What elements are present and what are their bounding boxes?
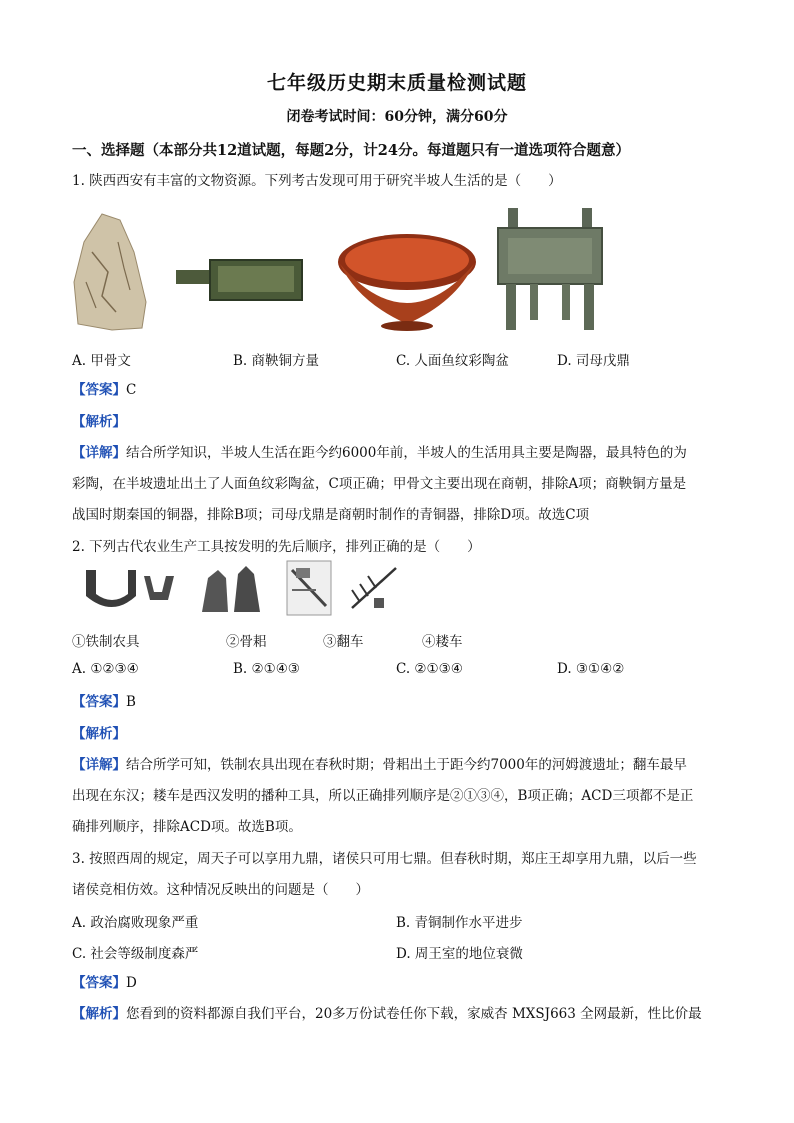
q3-option-d: D. 周王室的地位衰微 (396, 946, 523, 962)
q1-stem: 1. 陕西西安有丰富的文物资源。下列考古发现可用于研究半坡人生活的是（ ） (72, 173, 562, 189)
q2-option-b: B. ②①④③ (233, 661, 300, 677)
q2-label-1: ①铁制农具 (72, 634, 140, 650)
analysis-tag: 【解析】 (72, 1006, 126, 1022)
q3-option-c: C. 社会等级制度森严 (72, 946, 199, 962)
iron-tools-image (82, 566, 180, 614)
square-pallet-chain-pump-image (286, 560, 332, 616)
q1-analysis (72, 412, 126, 432)
q2-stem: 2. 下列古代农业生产工具按发明的先后顺序，排列正确的是（ ） (72, 539, 481, 555)
q1-detail-line-2: 彩陶，在半坡遗址出土了人面鱼纹彩陶盆，C项正确；甲骨文主要出现在商朝，排除A项；商鞅铜方量是 (72, 476, 687, 492)
answer-tag: 【答案】 (72, 975, 126, 991)
detail-tag: 【详解】 (72, 445, 126, 461)
q2-label-4: ④耧车 (422, 634, 463, 650)
q2-option-a: A. ①②③④ (72, 661, 139, 677)
section-heading: 一、选择题（本部分共12道试题，每题2分，计24分。每道题只有一道选项符合题意） (72, 142, 630, 159)
q2-detail-line-3: 确排列顺序，排除ACD项。故选B项。 (72, 819, 302, 835)
page-title: 七年级历史期末质量检测试题 (266, 72, 527, 94)
q2-label-3: ③翻车 (323, 634, 364, 650)
answer-tag: 【答案】 (72, 694, 126, 710)
q3-stem-line-2: 诸侯竞相仿效。这种情况反映出的问题是（ ） (72, 882, 369, 898)
q2-option-d: D. ③①④② (557, 661, 625, 677)
analysis-tag: 【解析】 (72, 414, 126, 430)
q1-option-c: C. 人面鱼纹彩陶盆 (396, 353, 509, 369)
q3-analysis (72, 1004, 702, 1024)
q3-answer-value: D (126, 975, 137, 991)
q1-answer-value: C (126, 382, 137, 398)
seed-plough-image (346, 562, 402, 616)
oracle-bone-image (72, 212, 148, 332)
q2-analysis (72, 724, 126, 744)
q3-option-b: B. 青铜制作水平进步 (396, 915, 523, 931)
q1-option-a: A. 甲骨文 (72, 353, 131, 369)
q3-stem-line-1: 3. 按照西周的规定，周天子可以享用九鼎，诸侯只可用七鼎。但春秋时期，郑庄王却享用九鼎，以后一些 (72, 851, 697, 867)
q3-option-a: A. 政治腐败现象严重 (72, 915, 199, 931)
q1-option-b: B. 商鞅铜方量 (233, 353, 320, 369)
q2-option-c: C. ②①③④ (396, 661, 463, 677)
q2-detail-line-1: 【详解】结合所学可知，铁制农具出现在春秋时期；骨耜出土于距今约7000年的河姆渡遗址；翻车最早 (72, 757, 687, 773)
q3-analysis-text: 您看到的资料都源自我们平台，20多万份试卷任你下载，家威杏 MXSJ663 全网最新，性比价最 (126, 1006, 702, 1022)
q3-answer (72, 973, 137, 993)
detail-tag: 【详解】 (72, 757, 126, 773)
q2-answer (72, 692, 136, 712)
painted-pottery-basin-image (336, 232, 478, 332)
q2-detail-line-2: 出现在东汉；耧车是西汉发明的播种工具，所以正确排列顺序是②①③④，B项正确；ACD三项都不是正 (72, 788, 694, 804)
q1-detail-line-1: 【详解】结合所学知识，半坡人生活在距今约6000年前，半坡人的生活用具主要是陶器，最具特色的为 (72, 445, 687, 461)
q2-answer-value: B (126, 694, 136, 710)
bone-spade-image (198, 564, 264, 616)
analysis-tag: 【解析】 (72, 726, 126, 742)
q1-answer (72, 380, 136, 400)
answer-tag: 【答案】 (72, 382, 126, 398)
bronze-measure-image (176, 258, 304, 304)
q2-label-2: ②骨耜 (226, 634, 267, 650)
exam-subtitle: 闭卷考试时间：60分钟，满分60分 (286, 109, 508, 125)
q1-option-d: D. 司母戊鼎 (557, 353, 630, 369)
bronze-ding-image (494, 206, 606, 332)
q1-detail-line-3: 战国时期秦国的铜器，排除B项；司母戊鼎是商朝时制作的青铜器，排除D项。故选C项 (72, 507, 590, 523)
